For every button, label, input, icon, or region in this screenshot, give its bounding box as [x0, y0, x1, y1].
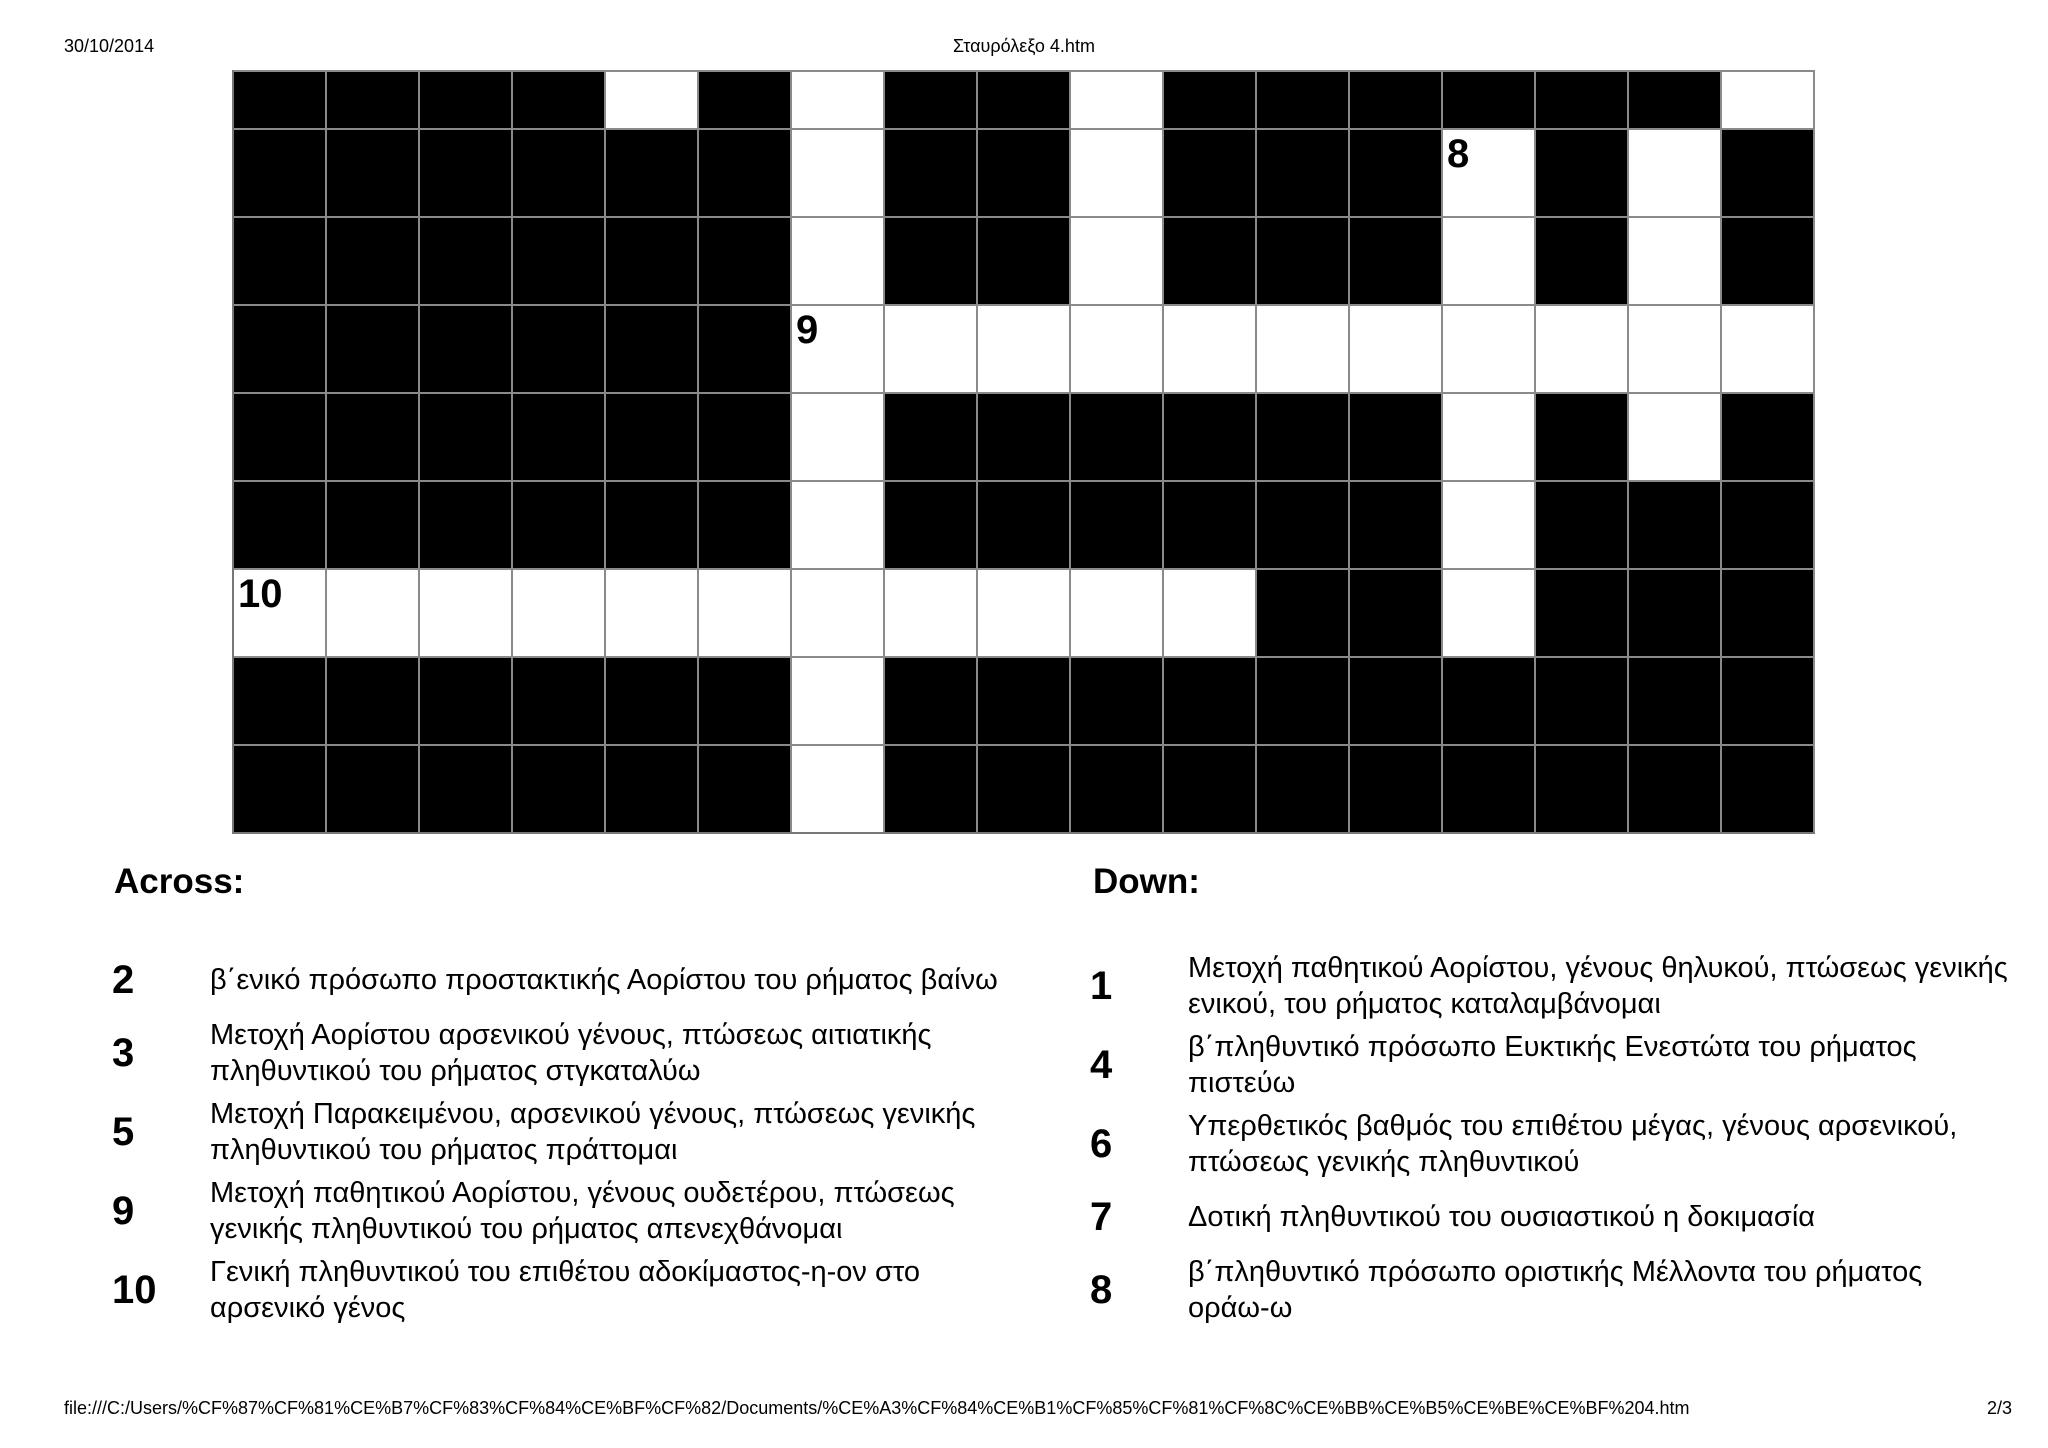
grid-cell-black [699, 656, 792, 744]
down-heading: Down: [1093, 862, 1200, 901]
grid-cell-black [1164, 656, 1257, 744]
grid-cell-white[interactable] [1443, 304, 1536, 392]
grid-cell-black [1536, 480, 1629, 568]
grid-cell-black [1164, 128, 1257, 216]
grid-cell-black [606, 216, 699, 304]
grid-cell-black [1350, 128, 1443, 216]
grid-cell-black [1257, 480, 1350, 568]
grid-cell-white[interactable] [1071, 70, 1164, 128]
grid-cell-white[interactable] [513, 568, 606, 656]
grid-cell-black [327, 480, 420, 568]
grid-cell-black [420, 656, 513, 744]
grid-cell-black [420, 304, 513, 392]
grid-cell-white[interactable] [1629, 304, 1722, 392]
down-clue [1090, 1108, 2010, 1180]
down-clue [1090, 950, 2010, 1022]
grid-cell-black [885, 392, 978, 480]
grid-cell-black [513, 744, 606, 832]
grid-cell-white[interactable] [1071, 304, 1164, 392]
grid-cell-black [513, 128, 606, 216]
grid-cell-black [1536, 568, 1629, 656]
clue-number: 4 [1090, 1042, 1113, 1087]
grid-cell-white[interactable] [792, 656, 885, 744]
grid-cell-black [1536, 70, 1629, 128]
grid-cell-white[interactable] [1443, 128, 1536, 216]
grid-cell-white[interactable] [1443, 480, 1536, 568]
grid-cell-black [1071, 392, 1164, 480]
grid-cell-black [699, 392, 792, 480]
grid-cell-white[interactable] [792, 304, 885, 392]
grid-cell-white[interactable] [234, 568, 327, 656]
clue-number: 1 [1090, 963, 1113, 1008]
grid-cell-white[interactable] [792, 568, 885, 656]
down-clue-list [1090, 950, 2010, 1333]
grid-cell-black [1443, 656, 1536, 744]
grid-cell-black [234, 128, 327, 216]
grid-cell-black [1629, 568, 1722, 656]
page-number: 2/3 [1986, 1398, 2012, 1418]
grid-cell-black [978, 70, 1071, 128]
grid-cell-black [606, 392, 699, 480]
grid-cell-black [699, 216, 792, 304]
grid-cell-black [885, 70, 978, 128]
grid-cell-white[interactable] [420, 568, 513, 656]
clue-number-label: 8 [1447, 132, 1470, 176]
grid-cell-black [513, 70, 606, 128]
grid-cell-black [420, 128, 513, 216]
file-path: file:///C:/Users/%CF%87%CF%81%CE%B7%CF%83%CF%84%CE%BF%CF%82/Documents/%CE%A3%CF%84%CE%B1%CF%85%CF%81%CF%8C%CE%BB%CE%B5%CE%BE%CE%BF%204.htm [64, 1398, 1690, 1418]
grid-cell-black [606, 480, 699, 568]
grid-cell-black [1629, 70, 1722, 128]
grid-cell-white[interactable] [1629, 128, 1722, 216]
grid-cell-white[interactable] [792, 744, 885, 832]
grid-cell-black [1257, 568, 1350, 656]
grid-cell-black [978, 744, 1071, 832]
grid-cell-black [327, 304, 420, 392]
grid-cell-white[interactable] [1629, 392, 1722, 480]
grid-cell-black [1350, 656, 1443, 744]
grid-cell-black [234, 70, 327, 128]
clue-text: Γενική πληθυντικού του επιθέτου αδοκίμαστος-η-ον στο αρσενικό γένος [210, 1256, 921, 1324]
grid-cell-white[interactable] [1443, 568, 1536, 656]
grid-cell-black [1164, 392, 1257, 480]
page-title: Σταυρόλεξο 4.htm [953, 36, 1095, 56]
grid-cell-black [1350, 216, 1443, 304]
clue-number: 8 [1090, 1267, 1113, 1312]
grid-cell-white[interactable] [1071, 128, 1164, 216]
clue-text: Μετοχή Παρακειμένου, αρσενικού γένους, πτώσεως γενικής πληθυντικού του ρήματος πράττομαι [210, 1098, 976, 1166]
grid-cell-black [1722, 128, 1815, 216]
grid-cell-black [1350, 70, 1443, 128]
across-clue [112, 950, 1032, 1010]
grid-cell-black [1350, 568, 1443, 656]
grid-cell-black [234, 656, 327, 744]
grid-cell-black [885, 216, 978, 304]
grid-cell-black [420, 70, 513, 128]
grid-cell-black [978, 128, 1071, 216]
across-clue [112, 1175, 1032, 1247]
grid-cell-black [327, 216, 420, 304]
grid-cell-white[interactable] [792, 392, 885, 480]
grid-cell-black [1722, 216, 1815, 304]
grid-cell-black [513, 216, 606, 304]
grid-cell-black [1629, 656, 1722, 744]
grid-cell-black [885, 744, 978, 832]
grid-cell-white[interactable] [1350, 304, 1443, 392]
grid-cell-black [420, 216, 513, 304]
grid-cell-black [513, 480, 606, 568]
clue-number: 5 [112, 1109, 135, 1154]
grid-cell-black [1164, 216, 1257, 304]
grid-cell-black [1722, 656, 1815, 744]
grid-cell-black [513, 304, 606, 392]
grid-cell-black [327, 128, 420, 216]
grid-cell-white[interactable] [1443, 216, 1536, 304]
grid-cell-white[interactable] [1722, 304, 1815, 392]
grid-cell-black [1257, 392, 1350, 480]
grid-cell-white[interactable] [792, 128, 885, 216]
grid-cell-black [1164, 70, 1257, 128]
grid-cell-black [1071, 480, 1164, 568]
grid-cell-black [420, 744, 513, 832]
across-heading: Across: [114, 862, 245, 901]
grid-cell-black [699, 480, 792, 568]
grid-cell-black [699, 304, 792, 392]
grid-cell-black [327, 70, 420, 128]
grid-cell-black [1629, 480, 1722, 568]
grid-cell-white[interactable] [606, 70, 699, 128]
grid-cell-black [420, 480, 513, 568]
down-clue [1090, 1187, 2010, 1247]
grid-cell-black [1350, 744, 1443, 832]
grid-cell-black [327, 392, 420, 480]
grid-cell-black [1536, 744, 1629, 832]
grid-cell-black [885, 480, 978, 568]
clue-number: 10 [112, 1267, 157, 1312]
grid-cell-black [327, 744, 420, 832]
down-clue [1090, 1029, 2010, 1101]
clue-number: 6 [1090, 1121, 1113, 1166]
grid-cell-black [1536, 392, 1629, 480]
clue-text: Υπερθετικός βαθμός του επιθέτου μέγας, γένους αρσενικού, πτώσεως γενικής πληθυντικού [1188, 1110, 1958, 1178]
grid-cell-white[interactable] [606, 568, 699, 656]
grid-cell-black [327, 656, 420, 744]
grid-cell-black [978, 656, 1071, 744]
grid-cell-black [606, 304, 699, 392]
grid-cell-black [1071, 656, 1164, 744]
grid-cell-black [1350, 480, 1443, 568]
grid-cell-white[interactable] [1722, 70, 1815, 128]
grid-cell-black [1257, 70, 1350, 128]
clue-text: Μετοχή Αορίστου αρσενικού γένους, πτώσεως αιτιατικής πληθυντικού του ρήματος στγκαταλύω [210, 1019, 932, 1087]
grid-cell-black [1164, 744, 1257, 832]
grid-cell-black [513, 392, 606, 480]
grid-cell-black [1536, 216, 1629, 304]
grid-cell-white[interactable] [1164, 304, 1257, 392]
across-clue [112, 1254, 1032, 1326]
print-date: 30/10/2014 [64, 36, 155, 56]
clue-number-label: 9 [796, 308, 819, 352]
down-clue [1090, 1254, 2010, 1326]
grid-cell-black [978, 480, 1071, 568]
clue-text: β΄ενικό πρόσωπο προστακτικής Αορίστου του ρήματος βαίνω [210, 964, 998, 996]
grid-cell-black [1257, 128, 1350, 216]
grid-cell-black [1722, 744, 1815, 832]
clue-number: 9 [112, 1188, 135, 1233]
grid-cell-white[interactable] [885, 568, 978, 656]
grid-cell-black [1257, 216, 1350, 304]
clue-text: β΄πληθυντικό πρόσωπο Ευκτικής Ενεστώτα του ρήματος πιστεύω [1188, 1031, 1917, 1099]
clue-text: β΄πληθυντικό πρόσωπο οριστικής Μέλλοντα του ρήματος οράω-ω [1188, 1256, 1923, 1324]
clue-number: 7 [1090, 1194, 1113, 1239]
grid-cell-black [234, 392, 327, 480]
grid-cell-white[interactable] [885, 304, 978, 392]
grid-cell-white[interactable] [327, 568, 420, 656]
grid-cell-black [1443, 70, 1536, 128]
grid-cell-white[interactable] [978, 304, 1071, 392]
grid-cell-black [234, 480, 327, 568]
grid-cell-white[interactable] [1164, 568, 1257, 656]
clue-text: Δοτική πληθυντικού του ουσιαστικού η δοκιμασία [1188, 1201, 1816, 1233]
grid-cell-black [606, 656, 699, 744]
grid-cell-black [1257, 656, 1350, 744]
grid-cell-black [885, 656, 978, 744]
grid-cell-black [978, 392, 1071, 480]
across-clue [112, 1096, 1032, 1168]
clue-text: Μετοχή παθητικού Αορίστου, γένους θηλυκού, πτώσεως γενικής ενικού, του ρήματος καταλαμβάνομαι [1188, 952, 2008, 1020]
grid-cell-black [234, 304, 327, 392]
grid-cell-black [699, 128, 792, 216]
grid-cell-black [513, 656, 606, 744]
grid-cell-black [420, 392, 513, 480]
grid-cell-white[interactable] [1443, 392, 1536, 480]
grid-cell-black [606, 128, 699, 216]
clue-number: 2 [112, 957, 135, 1002]
grid-cell-black [1722, 568, 1815, 656]
grid-cell-black [1722, 480, 1815, 568]
grid-cell-white[interactable] [1536, 304, 1629, 392]
grid-cell-white[interactable] [792, 216, 885, 304]
grid-cell-black [234, 216, 327, 304]
grid-cell-white[interactable] [1629, 216, 1722, 304]
grid-cell-white[interactable] [699, 568, 792, 656]
grid-cell-black [1536, 656, 1629, 744]
grid-cell-black [1536, 128, 1629, 216]
grid-cell-black [978, 216, 1071, 304]
crossword-grid [232, 70, 1815, 834]
grid-cell-black [1443, 744, 1536, 832]
grid-cell-white[interactable] [792, 70, 885, 128]
grid-cell-black [1071, 744, 1164, 832]
grid-cell-black [1257, 744, 1350, 832]
grid-cell-black [606, 744, 699, 832]
grid-cell-black [1350, 392, 1443, 480]
grid-cell-white[interactable] [1071, 216, 1164, 304]
grid-cell-black [234, 744, 327, 832]
clue-number: 3 [112, 1030, 135, 1075]
clue-text: Μετοχή παθητικού Αορίστου, γένους ουδετέρου, πτώσεως γενικής πληθυντικού του ρήματος απενεχθάνομαι [210, 1177, 955, 1245]
grid-cell-black [1629, 744, 1722, 832]
grid-cell-white[interactable] [978, 568, 1071, 656]
clue-number-label: 10 [238, 572, 283, 616]
grid-cell-black [1164, 480, 1257, 568]
grid-cell-black [699, 70, 792, 128]
grid-cell-white[interactable] [1071, 568, 1164, 656]
grid-cell-black [699, 744, 792, 832]
grid-cell-black [885, 128, 978, 216]
across-clue-list [112, 950, 1032, 1333]
grid-cell-black [1722, 392, 1815, 480]
grid-cell-white[interactable] [792, 480, 885, 568]
grid-cell-white[interactable] [1257, 304, 1350, 392]
across-clue [112, 1017, 1032, 1089]
